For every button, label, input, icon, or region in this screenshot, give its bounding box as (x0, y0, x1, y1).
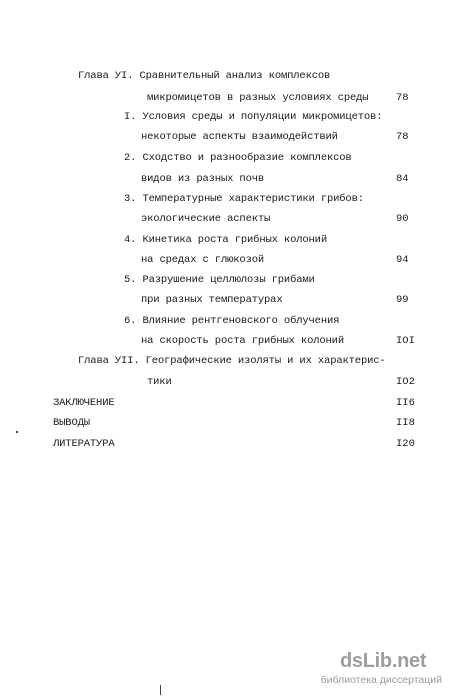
toc-section-1-line-2: некоторые аспекты взаимодействий (141, 131, 338, 143)
toc-section-4-line-1: 4. Кинетика роста грибных колоний (124, 234, 327, 246)
toc-section-4-line-2: на средах с глюкозой (141, 254, 265, 266)
toc-chapter-7-title-line-2: тики (147, 376, 172, 388)
toc-section-5-line-2: при разных температурах (141, 294, 283, 306)
scan-mark (160, 685, 161, 695)
toc-page-number: IOI (396, 335, 415, 347)
toc-page-number: 99 (396, 294, 409, 306)
toc-chapter-7-title-line-1: Глава УII. Географические изоляты и их характерис- (78, 355, 386, 367)
toc-section-2-line-2: видов из разных почв (141, 173, 265, 185)
toc-section-6-line-2: на скорость роста грибных колоний (141, 335, 344, 347)
toc-page-number: IO2 (396, 376, 415, 388)
watermark-subtitle: библиотека диссертаций (320, 674, 442, 686)
toc-chapter-6-title-line-2: микромицетов в разных условиях среды (147, 92, 369, 104)
toc-section-5-line-1: 5. Разрушение целлюлозы грибами (124, 274, 315, 286)
toc-page-number: 78 (396, 92, 409, 104)
toc-section-3-line-2: экологические аспекты (141, 213, 271, 225)
toc-chapter-6-title-line-1: Глава УI. Сравнительный анализ комплексов (78, 70, 331, 82)
toc-findings: ВЫВОДЫ (53, 417, 90, 429)
toc-references: ЛИТЕРАТУРА (53, 438, 115, 450)
toc-page-number: 84 (396, 173, 409, 185)
toc-section-2-line-1: 2. Сходство и разнообразие комплексов (124, 152, 352, 164)
toc-conclusion: ЗАКЛЮЧЕНИЕ (53, 397, 115, 409)
watermark-logo: dsLib.net (340, 650, 427, 672)
scan-speck (16, 431, 18, 433)
toc-section-3-line-1: 3. Температурные характеристики грибов: (124, 193, 364, 205)
toc-page-number: II6 (396, 397, 415, 409)
watermark (320, 650, 442, 690)
toc-section-1-line-1: I. Условия среды и популяции микромицетов: (124, 111, 383, 123)
toc-page-number: II8 (396, 417, 415, 429)
toc-section-6-line-1: 6. Влияние рентгеновского облучения (124, 315, 340, 327)
toc-page-number: 78 (396, 131, 409, 143)
toc-page-number: I20 (396, 438, 415, 450)
toc-page-number: 90 (396, 213, 409, 225)
toc-page-number: 94 (396, 254, 409, 266)
